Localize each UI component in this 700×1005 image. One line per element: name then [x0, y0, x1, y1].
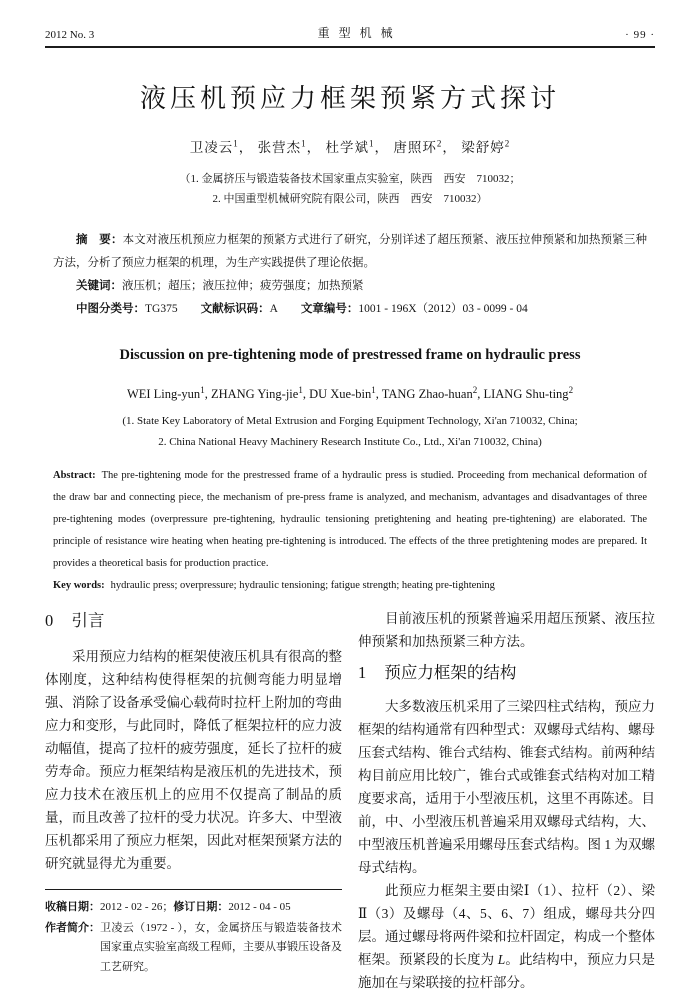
- paragraph-text: 此预应力框架主要由梁Ⅰ（1）、拉杆（2）、梁Ⅱ（3）及螺母（4、5、6、7）组成，螺母共分四层。通过螺母将两件梁和拉杆固定，构成一个整体框架。预紧段的长度为: [358, 882, 655, 967]
- section-title: 引言: [71, 610, 105, 630]
- footnote-dates: [45, 897, 342, 917]
- author-separator: ，: [374, 139, 389, 155]
- author-en: [126, 384, 211, 401]
- affiliation-line: 2. China National Heavy Machinery Research Institute Co., Ltd., Xi'an 710032, China): [158, 435, 542, 448]
- variable-L: L: [497, 951, 506, 967]
- author-separator: ，: [442, 139, 457, 155]
- revised-date-label: 修订日期：: [173, 900, 229, 913]
- author-cn: [326, 140, 390, 155]
- keywords-cn: [53, 275, 647, 298]
- author-name: TANG Zhao-huan: [381, 386, 473, 401]
- article-id-value: 1001 - 196X（2012）03 - 0099 - 04: [358, 302, 528, 315]
- author-affil-mark: 1: [200, 384, 205, 395]
- journal-name: 重型机械: [317, 26, 402, 40]
- received-date-value: 2012 - 02 - 26；: [100, 900, 174, 913]
- author-name: WEI Ling-yun: [126, 386, 201, 401]
- abstract-en: [53, 465, 647, 575]
- author-cn: [461, 140, 510, 155]
- author-name: ZHANG Ying-jie: [210, 386, 299, 401]
- author-cn: [190, 140, 254, 155]
- section-1-paragraph-2: [358, 879, 655, 994]
- section-0-heading: [45, 609, 342, 633]
- author-separator: ，: [238, 139, 254, 155]
- affiliation-line: 2. 中国重型机械研究院有限公司，陕西 西安 710032）: [212, 192, 488, 205]
- classification-line: [53, 298, 647, 321]
- author-affil-mark: 2: [504, 138, 511, 148]
- author-en: [381, 384, 484, 401]
- affiliations-en: [45, 411, 655, 453]
- author-name: DU Xue-bin: [309, 386, 372, 401]
- issue-info: 2012 No. 3: [45, 29, 95, 41]
- author-affil-mark: 1: [233, 138, 239, 148]
- intro-paragraph: 目前液压机的预紧普遍采用超压预紧、液压拉伸预紧和加热预紧三种方法。: [358, 610, 655, 649]
- abstract-cn: [53, 229, 647, 275]
- author-separator: ，: [306, 139, 322, 155]
- author-affil-mark: 2: [436, 138, 443, 148]
- abstract-en-label: Abstract:: [53, 469, 96, 481]
- doc-code-label: 文献标识码：: [200, 302, 270, 315]
- keywords-cn-text: 液压机；超压；液压拉伸；疲劳强度；加热预紧: [122, 279, 364, 292]
- doc-code-value: A: [269, 302, 278, 315]
- keywords-en: [53, 575, 647, 597]
- article-title-cn: 液压机预应力框架预紧方式探讨: [139, 84, 560, 113]
- author-bio-text: 卫凌云（1972 - ），女，金属挤压与锻造装备技术国家重点实验室高级工程师，主要从事锻压设备及工艺研究。: [100, 921, 342, 973]
- author-separator: ,: [375, 386, 382, 401]
- authors-cn: [45, 134, 655, 157]
- author-en: [483, 384, 574, 401]
- author-separator: ,: [477, 386, 484, 401]
- body-columns: [45, 607, 655, 994]
- author-en: [309, 384, 382, 401]
- abstract-en-text: The pre-tightening mode for the prestressed frame of a hydraulic press is studied. Proceeding from mechanical deformation of the draw bar and connecting piece, the mechanism of pre-press frame is analyzed, and mechanism, advantages and disadvantages of three pre-tightening modes (overpressure pre-tightening, hydraulic tensioning pretightening and heating pre-tightening) are elaborated. The principle of resistance wire heating when heating pre-tightening is introduced. The effects of the three pretightening modes are prepared. It provides a theoretical basis for production practice.: [53, 469, 647, 569]
- revised-date-value: 2012 - 04 - 05: [228, 900, 291, 913]
- author-affil-mark: 2: [472, 384, 478, 395]
- authors-en: [45, 381, 655, 403]
- left-column: [45, 607, 342, 994]
- article-title-en: Discussion on pre-tightening mode of prestressed frame on hydraulic press: [119, 346, 581, 363]
- abstract-cn-label: 摘 要：: [76, 233, 123, 246]
- section-0-paragraph: 采用预应力结构的框架使液压机具有很高的整体刚度，这种结构使得框架的抗侧弯能力明显增强、消除了设备承受偏心载荷时拉杆上附加的弯曲应力和变形，与此同时，降低了框架拉杆的应力波动幅值，提高了拉杆的疲劳强度，延长了拉杆的疲劳寿命。预应力框架结构是液压机的先进技术，预应力技术在液压机上的应用不仅提高了制品的质量，而且改善了拉杆的受力状况。许多大、中型液压机都采用了预应力框架，因此对框架预紧方法的研究就显得尤为重要。: [45, 648, 342, 871]
- affiliation-line: (1. State Key Laboratory of Metal Extrusion and Forging Equipment Technology, Xi'an 710032, China;: [122, 414, 578, 427]
- received-date-label: 收稿日期：: [45, 900, 100, 913]
- keywords-en-label: Key words:: [53, 579, 105, 591]
- keywords-en-text: hydraulic press; overpressure; hydraulic tensioning; fatigue strength; heating pre-tightening: [110, 579, 495, 591]
- affiliations-cn: [45, 169, 655, 209]
- author-separator: ,: [302, 386, 310, 401]
- article-id-label: 文章编号：: [300, 302, 359, 315]
- author-affil-mark: 1: [369, 138, 375, 148]
- author-cn: [258, 140, 322, 155]
- keywords-cn-label: 关键词：: [76, 279, 122, 292]
- section-number: 1: [358, 662, 367, 682]
- paragraph-text: 。此结构中，预应力只是施加在与梁联接的拉杆部分。: [358, 951, 656, 990]
- author-affil-mark: 2: [568, 384, 574, 395]
- author-bio-label: 作者简介：: [45, 921, 100, 934]
- clc-value: TG375: [145, 302, 178, 315]
- author-cn: [393, 140, 457, 155]
- author-en: [210, 384, 310, 401]
- section-1-paragraph-1: 大多数液压机采用了三梁四柱式结构，预应力框架的结构通常有四种型式：双螺母式结构、螺母压套式结构、锥台式结构、锥套式结构。前两种结构目前应用比较广，锥台式或锥套式结构对加工精度要求高，适用于小型液压机，这里不再陈述。目前，中、小型液压机普遍采用双螺母式结构，大、中型液压机普遍采用螺母压套式结构。图 1 为双螺母式结构。: [358, 698, 655, 875]
- author-name: 张营杰: [257, 139, 302, 155]
- author-name: 卫凌云: [189, 139, 234, 155]
- section-title: 预应力框架的结构: [384, 662, 517, 682]
- right-column: [358, 607, 655, 994]
- author-affil-mark: 1: [298, 384, 303, 395]
- author-bio: [45, 919, 342, 978]
- affiliation-line: （1. 金属挤压与锻造装备技术国家重点实验室，陕西 西安 710032；: [179, 172, 521, 185]
- page-number: · 99 ·: [625, 29, 655, 41]
- author-name: LIANG Shu-ting: [483, 386, 569, 401]
- abstract-cn-text: 本文对液压机预应力框架的预紧方式进行了研究，分别详述了超压预紧、液压拉伸预紧和加热预紧三种方法，分析了预应力框架的机理，为生产实践提供了理论依据。: [53, 233, 647, 269]
- section-number: 0: [45, 610, 54, 630]
- author-name: 杜学斌: [325, 139, 369, 155]
- section-1-heading: [358, 661, 655, 685]
- author-name: 唐照环: [393, 139, 437, 155]
- page-header: [45, 24, 655, 48]
- author-affil-mark: 1: [301, 138, 307, 148]
- author-affil-mark: 1: [371, 384, 376, 395]
- author-separator: ,: [204, 386, 211, 401]
- clc-label: 中图分类号：: [76, 302, 145, 315]
- author-name: 梁舒婷: [461, 139, 505, 155]
- footnote-block: [45, 889, 342, 978]
